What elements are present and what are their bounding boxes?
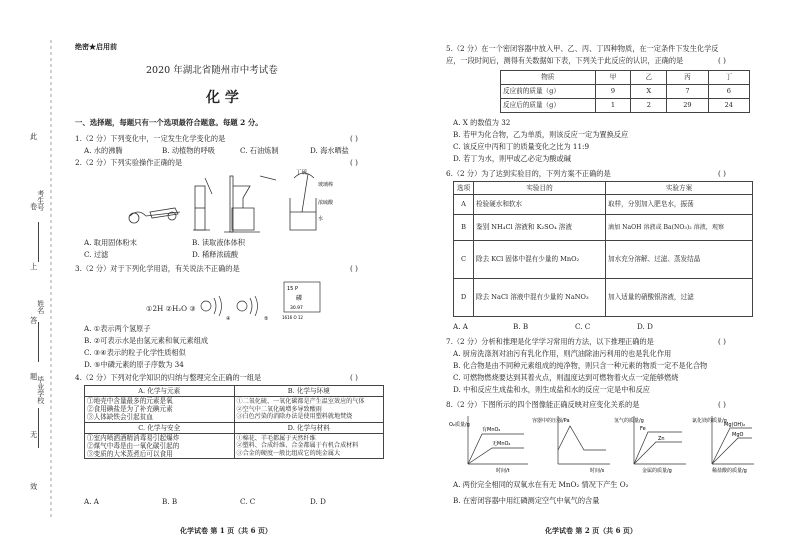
- mark-4: ④: [226, 316, 231, 320]
- svg-text:Mg(OH)₂: Mg(OH)₂: [724, 422, 746, 428]
- svg-text:氢气的质量/g: 氢气的质量/g: [614, 418, 644, 424]
- answer-paren: ( ): [718, 56, 726, 65]
- cell-b: ①二氧化硫、一氧化碳都是产生温室效应的气体 ②空气中二氧化硫增多导致酸雨 ③白色污染的消除办法是使用塑料就地焚烧: [234, 397, 384, 423]
- seal-char: 效: [30, 482, 38, 491]
- question-stem: 2.（2 分）下列实验操作正确的是: [75, 158, 183, 167]
- svg-text:O₂质量/g: O₂质量/g: [449, 422, 470, 428]
- option-c: C. 可燃物燃烧要达到其着火点，则温度达到可燃物着火点一定能够燃烧: [453, 373, 679, 382]
- option-a: A. 厨房洗涤剂对油污有乳化作用，则汽油除油污利用的也是乳化作用: [453, 349, 672, 358]
- label-glass-rod: 玻璃棒: [318, 182, 334, 188]
- page-footer-right: 化学试卷 第 2 页（共 6 页）: [545, 526, 637, 535]
- section-heading: 一、选择题，每题只有一个选项最符合题意。每题 2 分。: [75, 118, 263, 127]
- option-b: B. ②可表示水是由氢元素和氧元素组成: [84, 336, 209, 345]
- tile-name: 磷: [296, 295, 303, 302]
- graphs-figure: [448, 412, 758, 476]
- answer-paren: ( ): [350, 134, 358, 143]
- question-stem: 8.（2 分）下图所示的四个图像能正确反映对应变化关系的是: [446, 400, 640, 409]
- fill-line: [38, 222, 39, 262]
- option-d: D. 海水晒盐: [310, 146, 349, 155]
- answer-paren: ( ): [350, 158, 358, 167]
- option-c: C. 该反应中丙和丁的质量变化之比为 11:9: [453, 142, 590, 151]
- tile-caption: 1616 O 12: [282, 315, 303, 320]
- seal-char: 卷: [30, 202, 38, 211]
- option-d: D. 中和反应生成盐和水，则生成盐和水的反应一定是中和反应: [453, 385, 650, 394]
- atom-structure-figure: [192, 280, 324, 320]
- seal-char: 上: [30, 262, 38, 271]
- option-d: D. D: [310, 497, 326, 506]
- option-a: A. ①表示两个氢原子: [84, 324, 151, 333]
- option-c: C. C: [240, 497, 256, 506]
- label-water: 水: [318, 216, 324, 222]
- option-b: B. 若甲为化合物，乙为单质，则该反应一定为置换反应: [453, 130, 629, 139]
- question-stem: 3.（2 分）对于下列化学用语，有关说法不正确的是: [75, 264, 240, 273]
- question-stem: 4.（2 分）下列对化学知识的归纳与整理完全正确的一组是: [75, 373, 262, 382]
- cell-d: ①棉花、羊毛都属于天然纤维 ②塑料、合成纤维、合金都属于有机合成材料 ③合金的硬度一般比组成它的纯金属大: [234, 433, 384, 459]
- option-d: D. 稀释浓硫酸: [192, 250, 239, 259]
- svg-text:Zn: Zn: [658, 436, 665, 442]
- seal-char: 答: [30, 316, 38, 325]
- svg-text:有MnO₂: 有MnO₂: [482, 427, 501, 433]
- cell-c: ①室内喷洒酒精消毒易引起爆炸 ②煤气中毒是由一氧化碳引起的 ③变质的大米蒸煮后可以食用: [85, 433, 235, 459]
- option-d: D. ⑤中磷元素的原子序数为 34: [84, 360, 184, 369]
- fill-line: [38, 408, 39, 448]
- question-stem: 6.（2 分）为了达到实验目的，下列方案不正确的是: [446, 169, 611, 178]
- option-c: C. 过滤: [84, 250, 109, 259]
- tile-mass: 30.97: [290, 306, 303, 311]
- svg-text:时间/s: 时间/s: [590, 468, 605, 474]
- option-b: B. B: [162, 497, 178, 506]
- knowledge-table: [84, 385, 384, 459]
- svg-text:时间/t: 时间/t: [496, 468, 510, 474]
- cell-head-d: D. 化学与材料: [234, 422, 384, 433]
- option-b: B. B: [513, 322, 529, 331]
- answer-paren: ( ): [350, 264, 358, 273]
- option-a: A. 两份完全相同的双氧水在有无 MnO₂ 情况下产生 O₂: [453, 480, 629, 489]
- secret-label: 绝密★启用前: [75, 42, 117, 51]
- field-candidate-number: 考生号: [36, 190, 45, 211]
- option-b: B. 读取液体体积: [192, 238, 245, 247]
- cell-head-b: B. 化学与环境: [234, 386, 384, 397]
- question-stem: 5.（2 分）在一个密闭容器中放入甲、乙、丙、丁四种物质，在一定条件下发生化学反: [446, 44, 719, 53]
- question-stem-2: 应，一段时间后，测得有关数据如下表，下列关于此反应的认识，正确的是: [446, 56, 684, 65]
- option-b: B. 在密闭容器中用红磷测定空气中氧气的含量: [453, 496, 600, 505]
- mass-table: 物质 甲 乙 丙 丁 反应前的质量（g） 9 X 7 6 反应后的质量（g） 1 2 29 24: [500, 70, 750, 113]
- field-name: 姓名: [36, 300, 45, 314]
- subject-title: 化 学: [206, 90, 239, 106]
- cell-a: ①地壳中含量最多的元素是氧 ②食用碘盐是为了补充碘元素 ③人体缺铁会引起贫血: [85, 397, 235, 423]
- answer-paren: ( ): [718, 400, 726, 409]
- option-d: D. D: [637, 322, 653, 331]
- option-a: A. A: [453, 322, 468, 331]
- mark-5: ⑤: [264, 316, 269, 320]
- answer-paren: ( ): [718, 169, 726, 178]
- chem-symbols: ①2H ②H₂O ③: [146, 304, 196, 313]
- cell-head-c: C. 化学与安全: [85, 422, 235, 433]
- experiment-table: 选项 实验目的 实验方案 A 检验硬水和软水 取样，分别加入肥皂水，振荡 B 鉴别 NH₄Cl 溶液和 K₂SO₄ 溶液 滴加 NaOH 溶液或 Ba(NO₃)₂ 溶液，观察 C 除去 KCl 固体中混有少量的 MnO₂ 加水充分溶解、过滤、蒸发结晶 D 除去 NaCl 溶液中混有少量的 NaNO₃ 加入适量的硝酸银溶液，过滤: [453, 181, 753, 317]
- exam-title: 2020 年湖北省随州市中考试卷: [146, 65, 278, 76]
- option-a: A. 取用固体粉末: [84, 238, 137, 247]
- option-b: B. 化合物是由不同种元素组成的纯净物，则只含一种元素的物质一定不是化合物: [453, 361, 708, 370]
- option-a: A. 水的沸腾: [84, 146, 123, 155]
- option-a: A. A: [84, 497, 99, 506]
- option-b: B. 动植物的呼吸: [162, 146, 215, 155]
- label-conc-acid: 浓硫酸: [318, 200, 334, 206]
- tile-number: 15 P: [287, 286, 298, 292]
- label-sulfur: 丁硫: [296, 170, 308, 176]
- option-d: D. 若丁为水，则甲或乙必定为酸或碱: [453, 154, 571, 163]
- svg-text:无MnO₂: 无MnO₂: [492, 441, 511, 447]
- page-footer-left: 化学试卷 第 1 页（共 6 页）: [180, 526, 272, 535]
- dashed-cut-line: [44, 40, 58, 520]
- svg-text:金属的质量/g: 金属的质量/g: [642, 468, 672, 474]
- seal-char: 无: [30, 430, 38, 439]
- seal-char: 题: [30, 372, 38, 381]
- seal-char: 此: [30, 132, 38, 141]
- answer-paren: ( ): [350, 373, 358, 382]
- option-c: C. C: [575, 322, 591, 331]
- lab-apparatus-figure: [120, 168, 360, 236]
- svg-text:MgO: MgO: [732, 432, 744, 438]
- question-stem: 1.（2 分）下列变化中，一定发生化学变化的是: [75, 134, 226, 143]
- answer-paren: ( ): [718, 337, 726, 346]
- fill-line: [38, 322, 39, 362]
- svg-text:稀盐酸的质量/g: 稀盐酸的质量/g: [712, 468, 747, 474]
- option-c: C. 石油炼制: [240, 146, 279, 155]
- svg-text:容器中的压强/Pa: 容器中的压强/Pa: [532, 418, 570, 424]
- option-c: C. ③④表示的粒子化学性质相似: [84, 348, 186, 357]
- svg-text:Fe: Fe: [640, 426, 646, 432]
- option-a: A. X 的数值为 32: [453, 118, 511, 127]
- question-stem: 7.（2 分）分析和推理是化学学习常用的方法，以下推理正确的是: [446, 337, 654, 346]
- cell-head-a: A. 化学与元素: [85, 386, 235, 397]
- field-school: 毕业学校: [36, 376, 45, 404]
- svg-text:氯化镁的质量/g: 氯化镁的质量/g: [692, 418, 727, 424]
